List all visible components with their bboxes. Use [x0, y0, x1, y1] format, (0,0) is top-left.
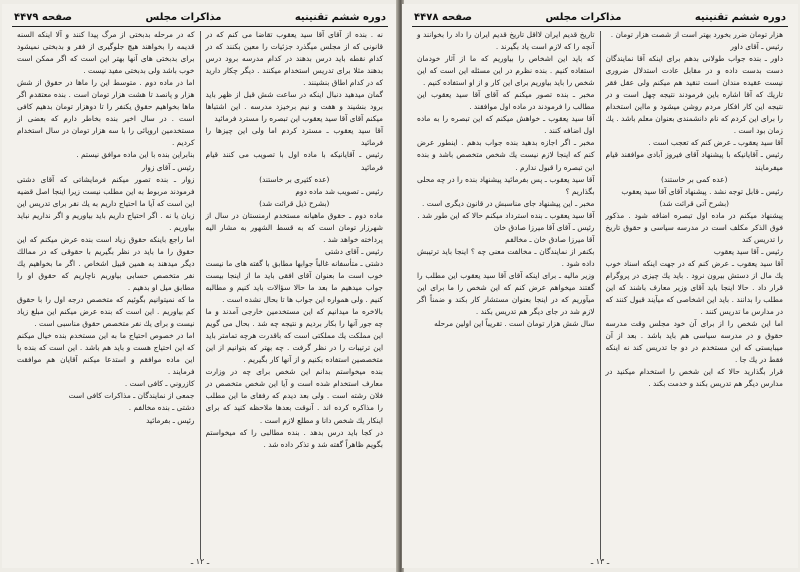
- speaker-line: رئيس ـ آقای آقا ميرزا صادق خان: [493, 222, 595, 232]
- speaker-line: رئيس ـ قابل توجه نشد . پيشنهاد آقای آقا سيد يعقوب: [621, 186, 783, 196]
- paragraph: اما در خصوص احتياج ما به اين مستخدم بنده خيال ميكنم كه اين احتياج هست و بايد هم باشد . اين است كه بنده با اين ماده موافقم و استدعا ميكنم آقايان هم موافقت فرمايند .: [17, 331, 195, 377]
- speaker-line: كازروني ـ كافی است .: [124, 379, 195, 389]
- column-divider: [600, 31, 601, 559]
- paragraph: وزير ماليه ـ برای اينكه آقای آقا سيد يعقوب اين مطلب را گفتند ميخواهم عرض كنم كه اين شخص را ما برای اين ميآوريم كه در اينجا بعنوان مستشار كار بكند و ضمناً اگر لازم شد در جای ديگر هم تدريس بكند .: [417, 270, 595, 317]
- right-page-column-left: [412, 29, 600, 561]
- left-header-title: مذاكرات مجلس: [145, 11, 222, 23]
- proposal-text: پيشنهاد ميكنم در ماده اول تبصره اضافه شود . مذكور فوق الذكر مكلف است در مدرسه سياسی و حقوق تاريخ را تدريس كند: [605, 210, 783, 244]
- article-text: ماده دوم ـ حقوق ماهيانه مستخدم ارمنستان در سال از شهرزار تومان است كه به قسط الشهور به مشار اليه پرداخته خواهد شد .: [205, 210, 383, 244]
- column-divider: [200, 31, 201, 559]
- paragraph: نه . بنده از آقای آقا سید يعقوب تقاضا می کنم كه در قانونی كه از مجلس ميگذرد جزئيات را معين بكنند كه در كدام نقطه بايد درس بدهند در كدام مدرسه برود درس بدهند مثلا برای تدريس استخدام ميكنند . ديگر چكار داريد كه در كدام اطاق بنشينند .: [205, 30, 383, 88]
- speaker-line: آقا سيد يعقوب ـ مسترد كردم اما ولی اين چيزها را فرمائيد: [205, 126, 383, 148]
- speaker-line: آقا سيد يعقوب ـ پس بفرمائيد پيشنهاد بنده را در چه محلی بگذاريم ؟: [417, 174, 595, 196]
- left-header-page-number: صفحه ۴۴۷۹: [14, 11, 73, 23]
- right-page: [402, 4, 798, 568]
- left-page-header: [12, 10, 388, 27]
- speaker-line: رئيس ـ آقای داور: [730, 42, 783, 52]
- left-page-column-left: [12, 29, 200, 561]
- paragraph: دشتی ـ متأسفانه غالباً جوابها مطابق با گفته های ما نيست خوب است ما بعنوان آقای افقی بايد ما از اينجا بيست جواب ميدهيم ما بعد ما حالا سؤالات بايد كنيم و مطالبه كنيم . ولی همواره اين جواب ها تا بحال نشده است .: [205, 258, 383, 305]
- right-page-header: [412, 10, 788, 27]
- paragraph: ما كه نميتوانيم بگوئيم كه متخصص درجه اول را با حقوق كم بياوريم . اين است كه بنده عرض ميكنم اين مبلغ زياد نيست و برای يك نفر متخصص حقوق مناسبی است .: [17, 295, 195, 329]
- paragraph: در كجا بايد درس بدهد . بنده مطالبی را كه ميخواستم بگويم ظاهراً گفته شد و تذكر داده شد .: [205, 427, 383, 449]
- right-header-series: دوره ششم تقنينيه: [694, 11, 786, 23]
- speaker-line: رئيس ـ بفرمائيد: [146, 415, 195, 425]
- right-page-column-right: [601, 29, 789, 561]
- paragraph: اما اين شخص را از برای آن خود مجلس وقت مدرسه حقوق و در مدرسه سياسی هم بايد باشد . بعد از آن ميبايستی كه اين مستخدم در دو جا تدريس كند نه اينكه فقط در يك جا .: [605, 319, 783, 365]
- speaker-line: رئيس ـ آقای دشتی: [325, 246, 383, 256]
- vote-note: (عده كمی بر خاستند): [661, 174, 728, 184]
- paragraph: بنده ميخواستم بدانم اين شخص برای چه در وزارت معارف استخدام شده است و آيا اين شخص متخصص در فلان رشته است . ولی بعد ديدم كه رفقای ما اين مطلب را مذاكره كرده اند . آنوقت بعدها ملاحظه كنيد كه برای اينكار يك شخص دانا و مطلع لازم است .: [205, 367, 383, 425]
- paragraph: اما راجع باينكه حقوق زياد است بنده عرض ميكنم كه اين حقوق را ما بايد در نظر بگيريم با حقوقی كه در ممالك ديگر ميدهند به همين قبيل اشخاص . اگر ما بخواهيم يك نفر متخصص حسابی بياوريم ناچاريم كه حقوق او را مطابق ميل او بدهيم .: [17, 234, 195, 292]
- speaker-line: بكنفر از نمايندگان ـ مخالفت معنی چه ؟ اينجا بايد ترتيبش داده شود .: [417, 246, 595, 268]
- paragraph: تاريخ قديم ايران لااقل تاريخ قديم ايران را داد را بخوانند و آنچه را كه لازم است ياد بگيرند .: [417, 30, 595, 52]
- paragraph: قرار بگذاريد حالا كه اين شخص را استخدام ميكنيد در مدارس ديگر هم تدريس بكند و خدمت بكند .: [605, 367, 783, 389]
- reading-note: (بشرح ذيل قرائت شد): [259, 198, 330, 208]
- speaker-line: مخبر ـ بنده تصور ميكنم كه آقای آقا سيد يعقوب اين مطالب را فرمودند در ماده اول موافقند .: [417, 90, 595, 112]
- speaker-line: رئيس ـ آقايانيكه با پيشنهاد آقای فيروز آبادی موافقند قيام ميفرمايند: [605, 150, 783, 172]
- paragraph: بنابراين بنده با اين ماده موافق نيستم .: [76, 150, 195, 160]
- speaker-line: جمعی از نمايندگان ـ مذاكرات كافی است: [68, 391, 195, 401]
- paragraph: داور ـ بنده جواب طولانی بدهم برای اينكه آقا نمايندگان دست بدست داده و در مقابل عادت استدلال ضروری نيست عقيده مندان است تنقيد هم ميكنم ولی عقل فقر تاريك كه آقا اشاره باين فرمودند نتيجه چهل است و در نتيجه اين كار افكار مردم روشن ميشود و مااين استخدام را برای اين كردم كه نام دانشمندی بعنوان معلم باشد . يك زمان بود است .: [605, 54, 783, 136]
- speaker-line: رئيس ـ آقا سيد يعقوب: [713, 246, 783, 256]
- speaker-line: دشتی ـ بنده مخالفم .: [128, 403, 195, 413]
- speaker-line: مخبر ـ اين پيشنهاد جای مناسبش در قانون ديگری است .: [422, 198, 595, 208]
- speaker-line: آقا سيد يعقوب ـ عرض كنم كه تعجب است .: [648, 138, 783, 148]
- paragraph: زوار ـ بنده تصور ميكنم فرمايشاتی كه آقای دشتی فرمودند مربوط به اين مطلب نيست زيرا اينجا اصل قضيه اين است كه آيا ما احتياج داريم به يك نفر برای تدريس اين زبان يا نه . اگر احتياج داريم بايد بياوريم و اگر نداريم نبايد بياوريم .: [17, 174, 195, 232]
- speaker-line: آقا ميرزا صادق خان ـ مخالفم: [505, 234, 595, 244]
- reading-note: (بشرح آتی قرائت شد): [659, 198, 730, 208]
- paragraph: سال شش هزار تومان است . تقريباً اين اولين مرحله: [434, 319, 595, 329]
- left-page-columns: [12, 29, 388, 561]
- left-page-column-right: [201, 29, 389, 561]
- speaker-line: رئيس ـ آقايانيكه با ماده اول با تصويب می كنند قيام فرمائيد: [205, 150, 383, 172]
- paragraph: كه بايد اين اشخاص را بياوريم كه ما از آثار خودمان استفاده كنيم . بنده نظرم در اين مسئله اين است كه اين شخص را بايد بياوريم برای اين كار و از او استفاده كنيم .: [417, 54, 595, 88]
- speaker-line: مخبر ـ اگر اجازه بدهيد بنده جواب بدهم . اينطور عرض كنم كه اينجا لازم نيست يك شخص متخصص باشد و بنده اين تبصره را قبول ندارم .: [417, 138, 595, 172]
- vote-note: (عده كثيری بر خاستند): [259, 174, 330, 184]
- left-page-footer-number: ـ ١٢ ـ: [190, 557, 210, 566]
- right-page-columns: [412, 29, 788, 561]
- right-header-title: مذاكرات مجلس: [545, 11, 622, 23]
- paragraph: اما در ماده دوم . متوسط اين را ماها در حقوق از شش هزار و پانصد تا هشت هزار تومان است . بنده معتقدم اگر ماها بخواهيم حقوق يكنفر را تا دوهزار تومان بدهيم كافی است . در سال اخير بنده بخاطر دارم كه بعضی از مستخدمين اروپائی را با سه هزار تومان در سال استخدام كرديم .: [17, 78, 195, 148]
- speaker-line: آقا سيد يعقوب ـ بنده استرداد ميكنم حالا كه اين طور شد .: [417, 210, 595, 220]
- paragraph: بالاخره ما ميدانيم كه اين مستخدمين خارجی آمدند و ما چه جور آنها را بكار برديم و نتيجه چه شد . بحال می گويم اين مملكت يك مملكتی است كه باقدرت هرچه تمامتر بايد اين ترتيبات را در نظر گرفت . چه بهتر كه بتوانيم از اين متخصصين استفاده بكنيم و از آنها كار بگيريم .: [205, 307, 383, 365]
- right-page-footer-number: ـ ١٣ ـ: [590, 557, 610, 566]
- paragraph: آقا سيد يعقوب ـ عرض كنم كه در جهت اينكه اسناد خوب يك مال از دستش بيرون نرود . بايد يك چيزی در پروگرام قرار داد . حالا اينجا بايد آقای وزير معارف باشند كه اين مطلب را بدانند . بايد اين اشخاصی كه ميآيند قبول كنند كه در مدارس ما تدريس كنند .: [605, 258, 783, 317]
- speaker-line: آقا سيد يعقوب ـ خواهش ميكنم كه اين تبصره را به ماده اول اضافه كنند .: [417, 114, 595, 136]
- left-page: [2, 4, 398, 568]
- speaker-line: رئيس ـ تصويب شد ماده دوم: [295, 186, 383, 196]
- right-header-page-number: صفحه ۴۴۷۸: [414, 11, 473, 23]
- paragraph: هزار تومان ضرر بخورد بهتر است از شصت هزار تومان .: [610, 30, 783, 39]
- paragraph: گمان ميدهيد دنبال اينكه در ساعت شش قبل از ظهر بايد برود بنشيند و هفت و نيم برخيزد مدرسه . اين اشتباها ميكنم آقای آقا سيد يعقوب اين تبصره را مسترد فرمائيد: [205, 90, 383, 124]
- left-header-series: دوره ششم تقنينيه: [294, 11, 386, 23]
- paragraph: كه در مرحله بدبختی از مرگ پيدا كنند و آلا اينكه السنه قديمه را بخواهند هيچ جلوگيری از فقر و بدبختی نميشود برای بدبختی های آنها بهتر اين است كه اگر ممكن است خوب باشد ولی بدبختی مفيد نيست .: [17, 30, 195, 76]
- speaker-line: رئيس ـ آقای زوار: [141, 162, 195, 172]
